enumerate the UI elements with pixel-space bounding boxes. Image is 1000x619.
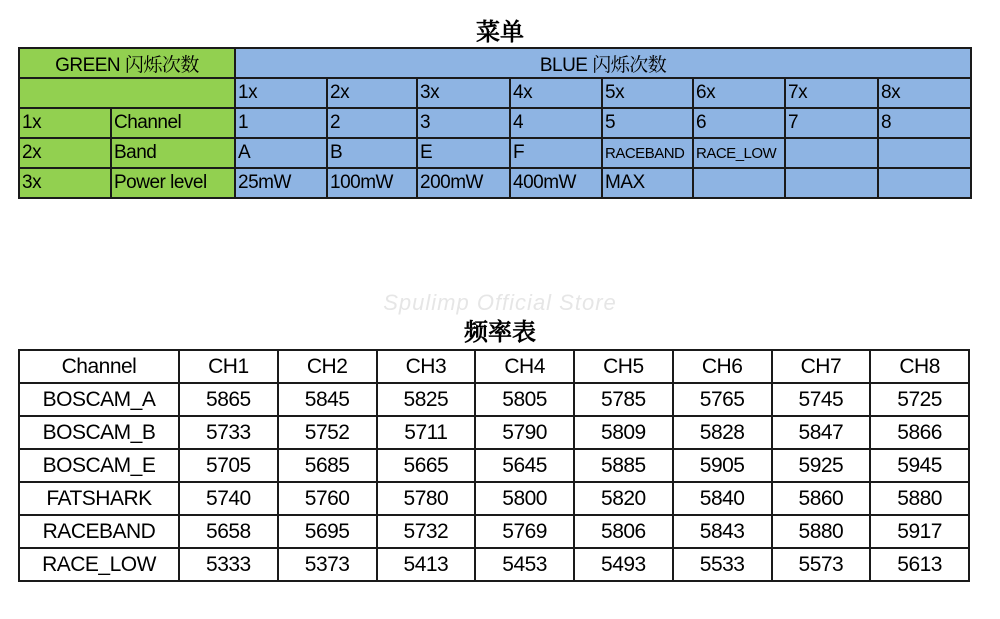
frequency-value: 5945 [870, 449, 969, 482]
menu-value: 6 [693, 108, 785, 138]
green-count: 3x [19, 168, 111, 198]
menu-value [785, 138, 878, 168]
band-name: FATSHARK [19, 482, 179, 515]
blue-count: 3x [417, 78, 510, 108]
menu-row-channel [19, 108, 971, 138]
menu-item-name: Band [111, 138, 235, 168]
ch-header: CH8 [870, 350, 969, 383]
menu-header-row [19, 48, 971, 78]
blue-count: 1x [235, 78, 327, 108]
blue-count: 2x [327, 78, 417, 108]
frequency-value: 5685 [278, 449, 377, 482]
frequency-value: 5373 [278, 548, 377, 581]
menu-value [878, 168, 971, 198]
frequency-value: 5453 [475, 548, 574, 581]
menu-table [18, 47, 972, 199]
frequency-value: 5885 [574, 449, 673, 482]
menu-value: 100mW [327, 168, 417, 198]
band-name: BOSCAM_A [19, 383, 179, 416]
menu-value: 1 [235, 108, 327, 138]
menu-value: F [510, 138, 602, 168]
frequency-value: 5645 [475, 449, 574, 482]
frequency-value: 5740 [179, 482, 278, 515]
frequency-row [19, 383, 969, 416]
frequency-value: 5845 [278, 383, 377, 416]
green-count: 2x [19, 138, 111, 168]
frequency-row [19, 548, 969, 581]
blue-count: 6x [693, 78, 785, 108]
frequency-value: 5780 [377, 482, 476, 515]
green-count: 1x [19, 108, 111, 138]
menu-value: 7 [785, 108, 878, 138]
ch-header: CH3 [377, 350, 476, 383]
frequency-value: 5880 [772, 515, 871, 548]
frequency-row [19, 416, 969, 449]
frequency-value: 5820 [574, 482, 673, 515]
blue-count: 4x [510, 78, 602, 108]
frequency-value: 5905 [673, 449, 772, 482]
menu-value: 3 [417, 108, 510, 138]
menu-value: 2 [327, 108, 417, 138]
frequency-value: 5695 [278, 515, 377, 548]
menu-item-name: Channel [111, 108, 235, 138]
blue-header: BLUE 闪烁次数 [235, 48, 971, 78]
menu-value [693, 168, 785, 198]
frequency-value: 5865 [179, 383, 278, 416]
frequency-value: 5866 [870, 416, 969, 449]
menu-value: RACEBAND [602, 138, 693, 168]
frequency-value: 5769 [475, 515, 574, 548]
menu-value: RACE_LOW [693, 138, 785, 168]
frequency-value: 5613 [870, 548, 969, 581]
blue-count: 7x [785, 78, 878, 108]
frequency-row [19, 449, 969, 482]
frequency-table [18, 349, 970, 582]
menu-value: 5 [602, 108, 693, 138]
blue-count: 5x [602, 78, 693, 108]
frequency-value: 5333 [179, 548, 278, 581]
frequency-value: 5843 [673, 515, 772, 548]
frequency-value: 5925 [772, 449, 871, 482]
frequency-value: 5860 [772, 482, 871, 515]
menu-value: E [417, 138, 510, 168]
menu-value: 400mW [510, 168, 602, 198]
menu-item-name: Power level [111, 168, 235, 198]
frequency-value: 5493 [574, 548, 673, 581]
frequency-value: 5805 [475, 383, 574, 416]
ch-header: CH4 [475, 350, 574, 383]
frequency-value: 5917 [870, 515, 969, 548]
frequency-value: 5725 [870, 383, 969, 416]
frequency-value: 5413 [377, 548, 476, 581]
menu-count-row [19, 78, 971, 108]
blue-count: 8x [878, 78, 971, 108]
frequency-value: 5705 [179, 449, 278, 482]
ch-header: CH5 [574, 350, 673, 383]
frequency-value: 5840 [673, 482, 772, 515]
watermark: Spulimp Official Store [383, 290, 617, 315]
frequency-value: 5573 [772, 548, 871, 581]
green-empty-cell [19, 78, 235, 108]
frequency-header-row [19, 350, 969, 383]
frequency-value: 5533 [673, 548, 772, 581]
menu-value: 4 [510, 108, 602, 138]
frequency-value: 5809 [574, 416, 673, 449]
menu-value: 8 [878, 108, 971, 138]
frequency-value: 5765 [673, 383, 772, 416]
frequency-value: 5785 [574, 383, 673, 416]
menu-row-band [19, 138, 971, 168]
menu-value: 25mW [235, 168, 327, 198]
frequency-title: 频率表 [464, 318, 536, 346]
frequency-value: 5760 [278, 482, 377, 515]
frequency-value: 5711 [377, 416, 476, 449]
frequency-value: 5732 [377, 515, 476, 548]
menu-title: 菜单 [476, 18, 524, 46]
frequency-value: 5800 [475, 482, 574, 515]
frequency-value: 5806 [574, 515, 673, 548]
menu-value: 200mW [417, 168, 510, 198]
frequency-value: 5825 [377, 383, 476, 416]
menu-value: B [327, 138, 417, 168]
frequency-value: 5752 [278, 416, 377, 449]
frequency-value: 5828 [673, 416, 772, 449]
frequency-value: 5665 [377, 449, 476, 482]
menu-row-power [19, 168, 971, 198]
menu-value [785, 168, 878, 198]
frequency-value: 5790 [475, 416, 574, 449]
menu-value: A [235, 138, 327, 168]
frequency-value: 5880 [870, 482, 969, 515]
ch-header: CH7 [772, 350, 871, 383]
frequency-row [19, 515, 969, 548]
band-name: BOSCAM_E [19, 449, 179, 482]
band-name: RACEBAND [19, 515, 179, 548]
band-name: BOSCAM_B [19, 416, 179, 449]
green-header: GREEN 闪烁次数 [19, 48, 235, 78]
frequency-value: 5745 [772, 383, 871, 416]
menu-value [878, 138, 971, 168]
channel-header: Channel [19, 350, 179, 383]
ch-header: CH2 [278, 350, 377, 383]
frequency-value: 5658 [179, 515, 278, 548]
frequency-value: 5733 [179, 416, 278, 449]
band-name: RACE_LOW [19, 548, 179, 581]
ch-header: CH6 [673, 350, 772, 383]
frequency-row [19, 482, 969, 515]
menu-value: MAX [602, 168, 693, 198]
frequency-value: 5847 [772, 416, 871, 449]
ch-header: CH1 [179, 350, 278, 383]
